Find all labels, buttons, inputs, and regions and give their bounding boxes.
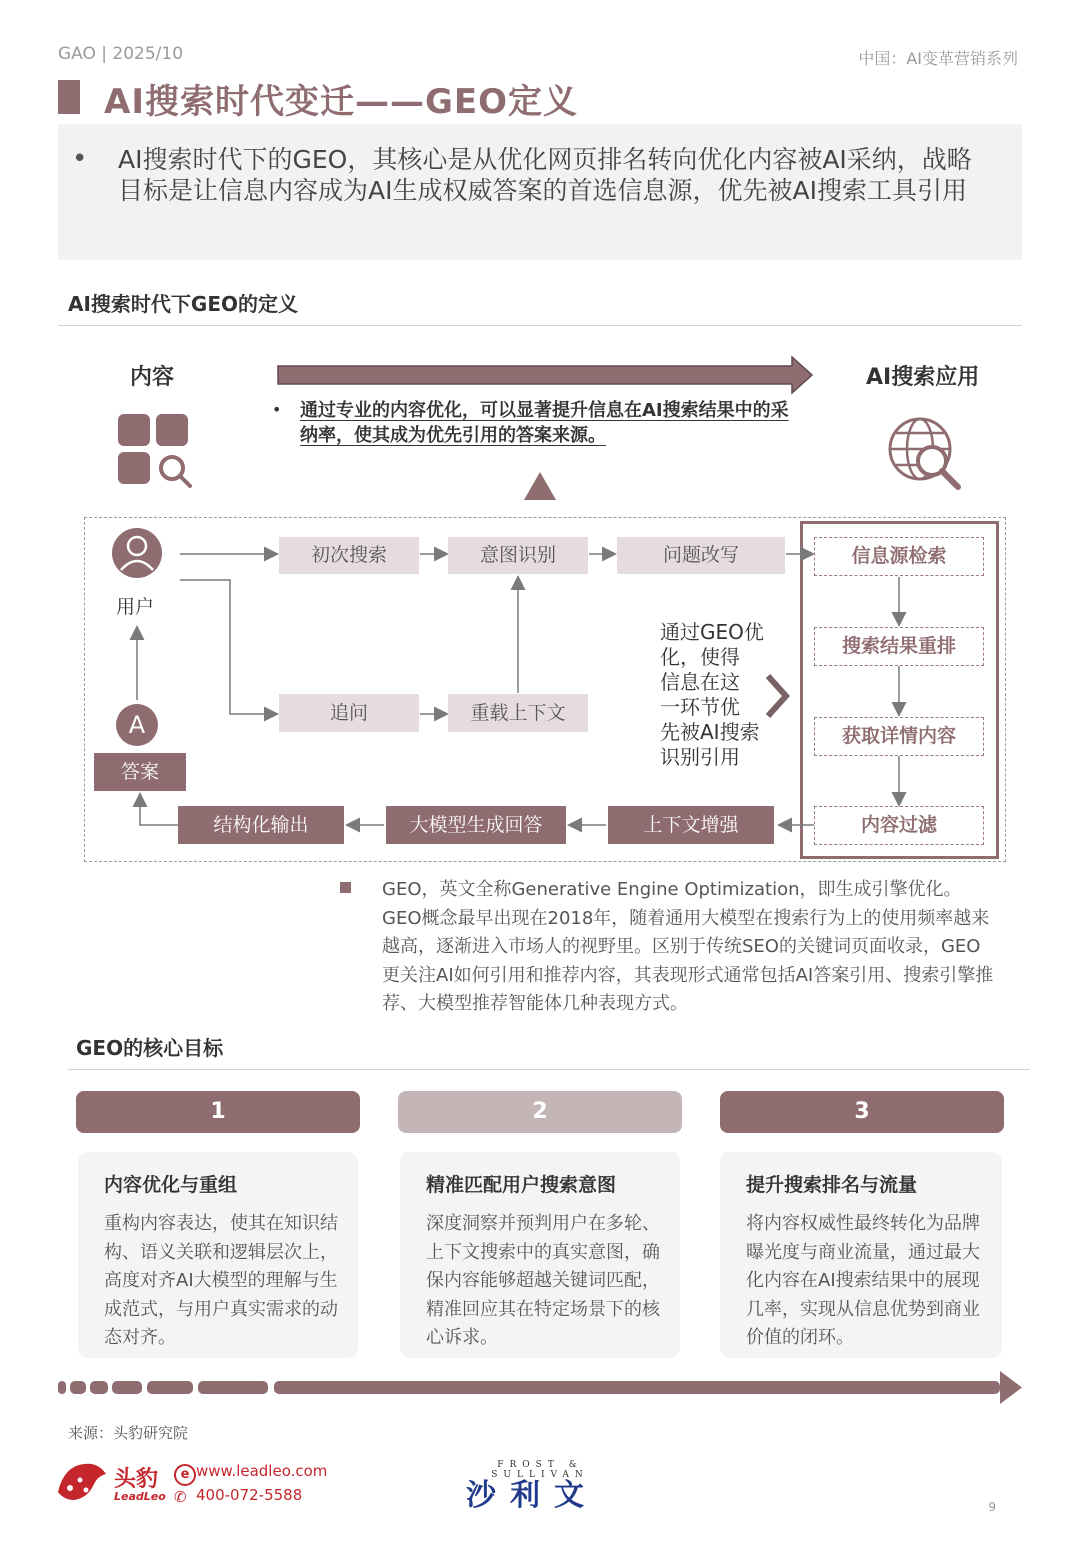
step-structured-output: 结构化输出 xyxy=(178,806,344,844)
series-title: 中国：AI变革营销系列 xyxy=(858,49,1018,68)
goal-title: 提升搜索排名与流量 xyxy=(746,1174,918,1196)
section-divider-2 xyxy=(68,1069,1030,1070)
goal-title: 精准匹配用户搜索意图 xyxy=(426,1174,617,1196)
page-number: 9 xyxy=(988,1500,996,1514)
web-icon: e xyxy=(174,1464,196,1486)
summary-bullet: • xyxy=(72,144,88,174)
user-label: 用户 xyxy=(116,596,155,618)
content-label: 内容 xyxy=(130,365,175,390)
section-title-goals: GEO的核心目标 xyxy=(76,1036,224,1060)
step-content-filter: 内容过滤 xyxy=(814,806,984,845)
phone-number: 400-072-5588 xyxy=(196,1486,303,1504)
geo-priority-note: 通过GEO优 化，使得 信息在这 一环节优 先被AI搜索 识别引用 xyxy=(660,620,764,769)
report-code: GAO | 2025/10 xyxy=(58,44,184,64)
geo-definition-paragraph: GEO，英文全称Generative Engine Optimization，即生成引擎优化。GEO概念最早出现在2018年，随着通用大模型在搜索行为上的使用频率越来越高，逐渐进入市场人的视野里。区别于传统SEO的关键词页面收录，GEO更关注AI如何引用和推荐内容，其表现形式通常包括AI答案引用、搜索引擎推荐、大模型推荐智能体几种表现方式。 xyxy=(382,879,994,1014)
goal-body: 深度洞察并预判用户在多轮、上下文搜索中的真实意图，确保内容能够超越关键词匹配，精准回应其在特定场景下的核心诉求。 xyxy=(426,1213,660,1348)
step-follow-up: 追问 xyxy=(279,694,419,732)
step-reload-context: 重载上下文 xyxy=(448,694,588,732)
phone-icon: ✆ xyxy=(174,1488,187,1506)
step-source-retrieval: 信息源检索 xyxy=(814,537,984,576)
optimization-note: 通过专业的内容优化，可以显著提升信息在AI搜索结果中的采纳率，使其成为优先引用的答案来源。 xyxy=(300,400,789,446)
answer-icon: A xyxy=(116,704,158,746)
website-link[interactable]: www.leadleo.com xyxy=(196,1462,328,1480)
goal-number-2: 2 xyxy=(398,1091,682,1133)
step-initial-search: 初次搜索 xyxy=(279,537,419,574)
goal-title: 内容优化与重组 xyxy=(104,1174,238,1196)
ai-search-app-label: AI搜索应用 xyxy=(866,365,980,390)
partner-name-cn: 沙利文 xyxy=(466,1478,598,1513)
summary-text: AI搜索时代下的GEO，其核心是从优化网页排名转向优化内容被AI采纳，战略目标是让信息内容成为AI生成权威答案的首选信息源，优先被AI搜索工具引用 xyxy=(118,145,972,205)
step-context-enhance: 上下文增强 xyxy=(608,806,774,844)
step-intent-recognition: 意图识别 xyxy=(448,537,588,574)
note-bullet: • xyxy=(272,400,282,419)
step-question-rewrite: 问题改写 xyxy=(617,537,785,574)
progress-arrow xyxy=(56,1370,1026,1406)
step-llm-answer: 大模型生成回答 xyxy=(386,806,566,844)
answer-label: 答案 xyxy=(94,753,186,791)
partner-name-en: FROST & SULLIVAN xyxy=(491,1460,589,1480)
goal-card-3 xyxy=(720,1152,1002,1358)
paragraph-marker xyxy=(340,882,351,893)
user-icon xyxy=(110,526,164,580)
goal-body: 将内容权威性最终转化为品牌曝光度与商业流量，通过最大化内容在AI搜索结果中的展现几率，实现从信息优势到商业价值的闭环。 xyxy=(746,1213,980,1348)
goal-card-1 xyxy=(78,1152,358,1358)
goal-body: 重构内容表达，使其在知识结构、语义关联和逻辑层次上，高度对齐AI大模型的理解与生成范式，与用户真实需求的动态对齐。 xyxy=(104,1213,338,1348)
goal-number-1: 1 xyxy=(76,1091,360,1133)
brand-name-cn: 头豹 xyxy=(114,1467,159,1492)
brand-name-en: LeadLeo xyxy=(114,1490,166,1503)
leopard-logo-icon xyxy=(54,1458,110,1504)
goal-card-2 xyxy=(400,1152,680,1358)
step-fetch-details: 获取详情内容 xyxy=(814,717,984,756)
step-result-rerank: 搜索结果重排 xyxy=(814,627,984,666)
source-note: 来源：头豹研究院 xyxy=(68,1424,189,1442)
page-title: AI搜索时代变迁——GEO定义 xyxy=(104,82,578,122)
section-title-definition: AI搜索时代下GEO的定义 xyxy=(68,292,298,316)
goal-number-3: 3 xyxy=(720,1091,1004,1133)
